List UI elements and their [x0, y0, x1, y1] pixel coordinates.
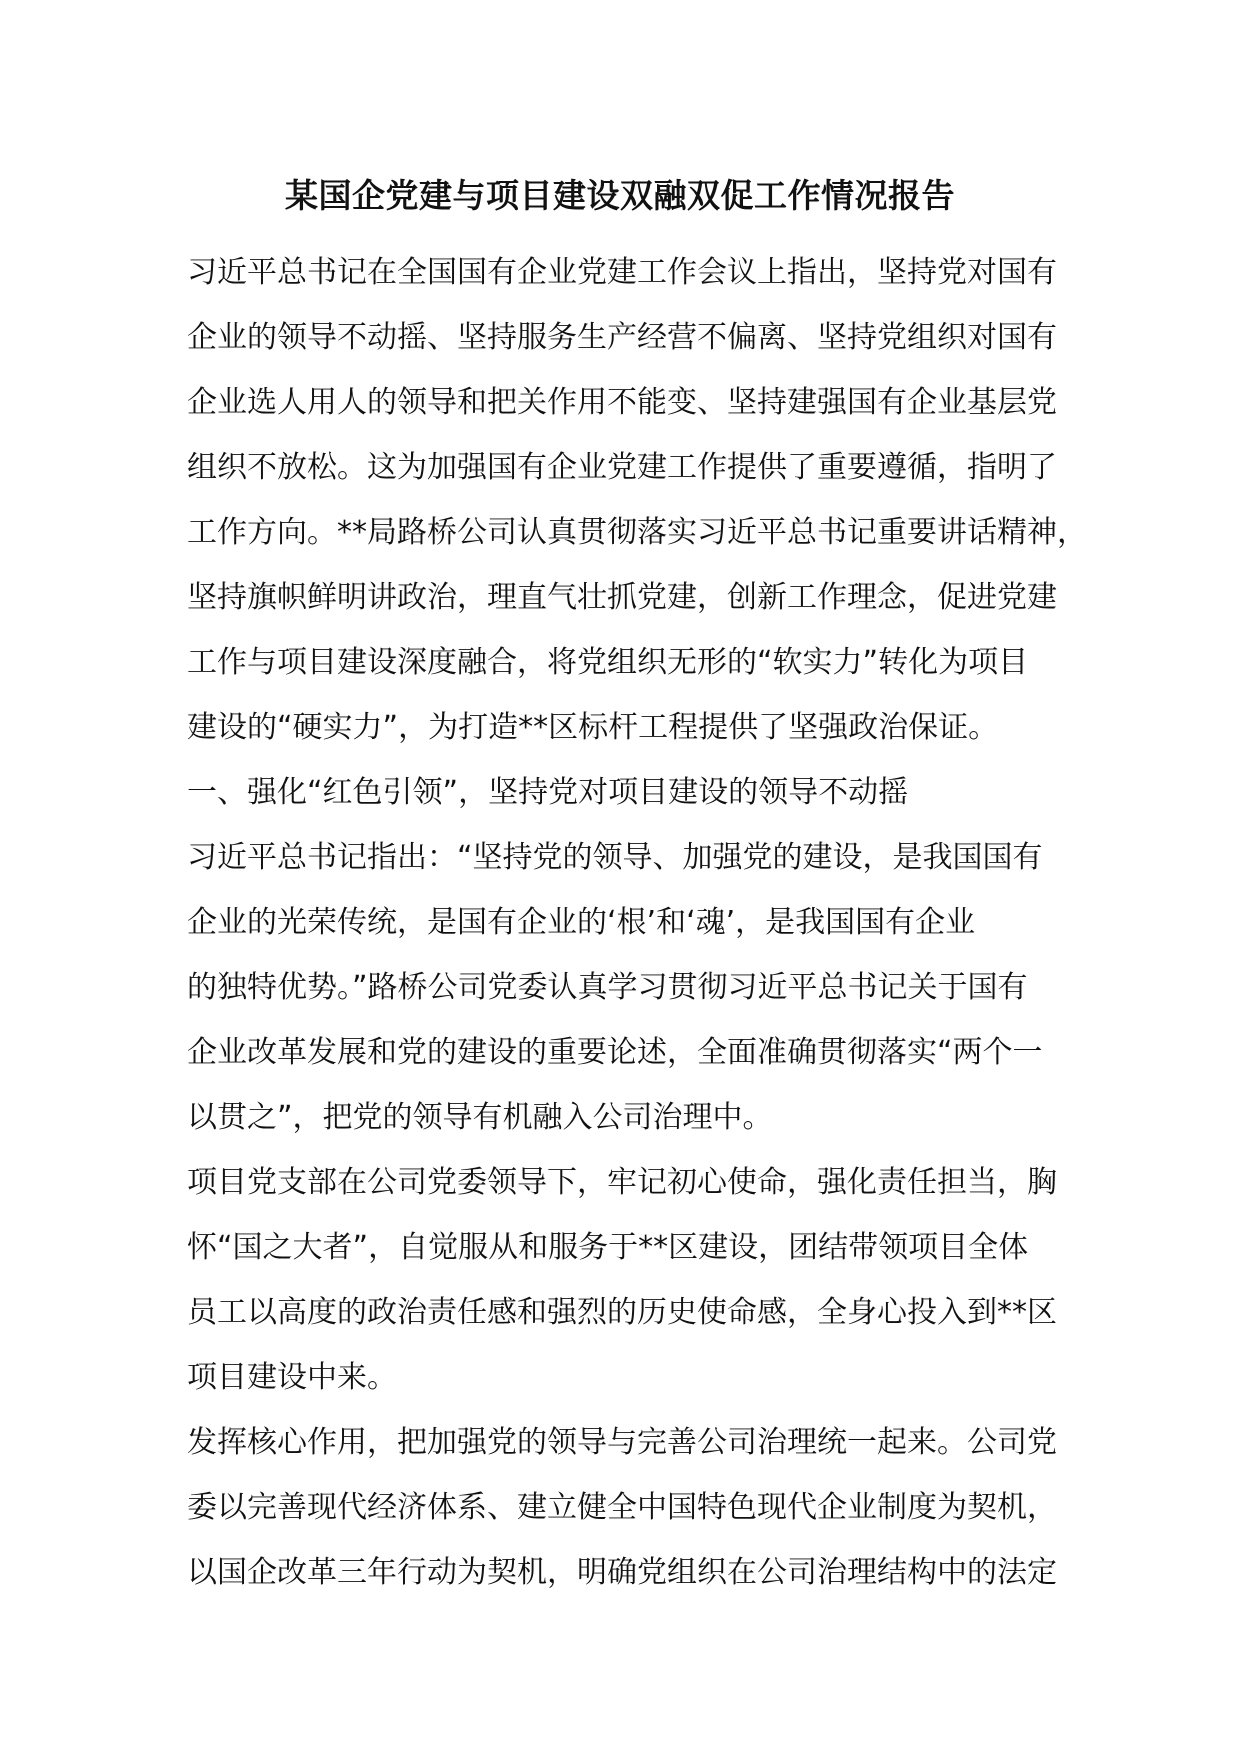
body-line: 坚持旗帜鲜明讲政治，理直气壮抓党建，创新工作理念，促进党建	[187, 580, 1057, 615]
body-line: 习近平总书记指出：“坚持党的领导、加强党的建设，是我国国有	[187, 840, 1043, 875]
body-line: 企业选人用人的领导和把关作用不能变、坚持建强国有企业基层党	[187, 385, 1057, 420]
body-line: 发挥核心作用，把加强党的领导与完善公司治理统一起来。公司党	[187, 1425, 1057, 1460]
body-line: 以贯之”，把党的领导有机融入公司治理中。	[187, 1100, 773, 1135]
body-line: 的独特优势。”路桥公司党委认真学习贯彻习近平总书记关于国有	[187, 970, 1028, 1005]
body-line: 项目党支部在公司党委领导下，牢记初心使命，强化责任担当，胸	[187, 1165, 1057, 1200]
section-heading: 一、强化“红色引领”，坚持党对项目建设的领导不动摇	[187, 775, 909, 810]
body-line: 企业的领导不动摇、坚持服务生产经营不偏离、坚持党组织对国有	[187, 320, 1057, 355]
body-line: 员工以高度的政治责任感和强烈的历史使命感，全身心投入到**区	[187, 1295, 1057, 1330]
body-line: 组织不放松。这为加强国有企业党建工作提供了重要遵循，指明了	[187, 450, 1057, 485]
body-line: 项目建设中来。	[187, 1360, 397, 1395]
body-line: 以国企改革三年行动为契机，明确党组织在公司治理结构中的法定	[187, 1555, 1057, 1590]
body-line: 委以完善现代经济体系、建立健全中国特色现代企业制度为契机，	[187, 1490, 1057, 1525]
body-line: 建设的“硬实力”，为打造**区标杆工程提供了坚强政治保证。	[187, 710, 999, 745]
body-line: 企业的光荣传统，是国有企业的‘根’和‘魂’，是我国国有企业	[187, 905, 976, 940]
document-body	[187, 240, 1087, 1605]
body-line: 工作方向。**局路桥公司认真贯彻落实习近平总书记重要讲话精神，	[187, 515, 1087, 550]
body-line: 工作与项目建设深度融合，将党组织无形的“软实力”转化为项目	[187, 645, 1029, 680]
body-line: 习近平总书记在全国国有企业党建工作会议上指出，坚持党对国有	[187, 255, 1057, 290]
document-title: 某国企党建与项目建设双融双促工作情况报告	[285, 176, 955, 215]
body-line: 企业改革发展和党的建设的重要论述，全面准确贯彻落实“两个一	[187, 1035, 1043, 1070]
body-line: 怀“国之大者”，自觉服从和服务于**区建设，团结带领项目全体	[187, 1230, 1029, 1265]
